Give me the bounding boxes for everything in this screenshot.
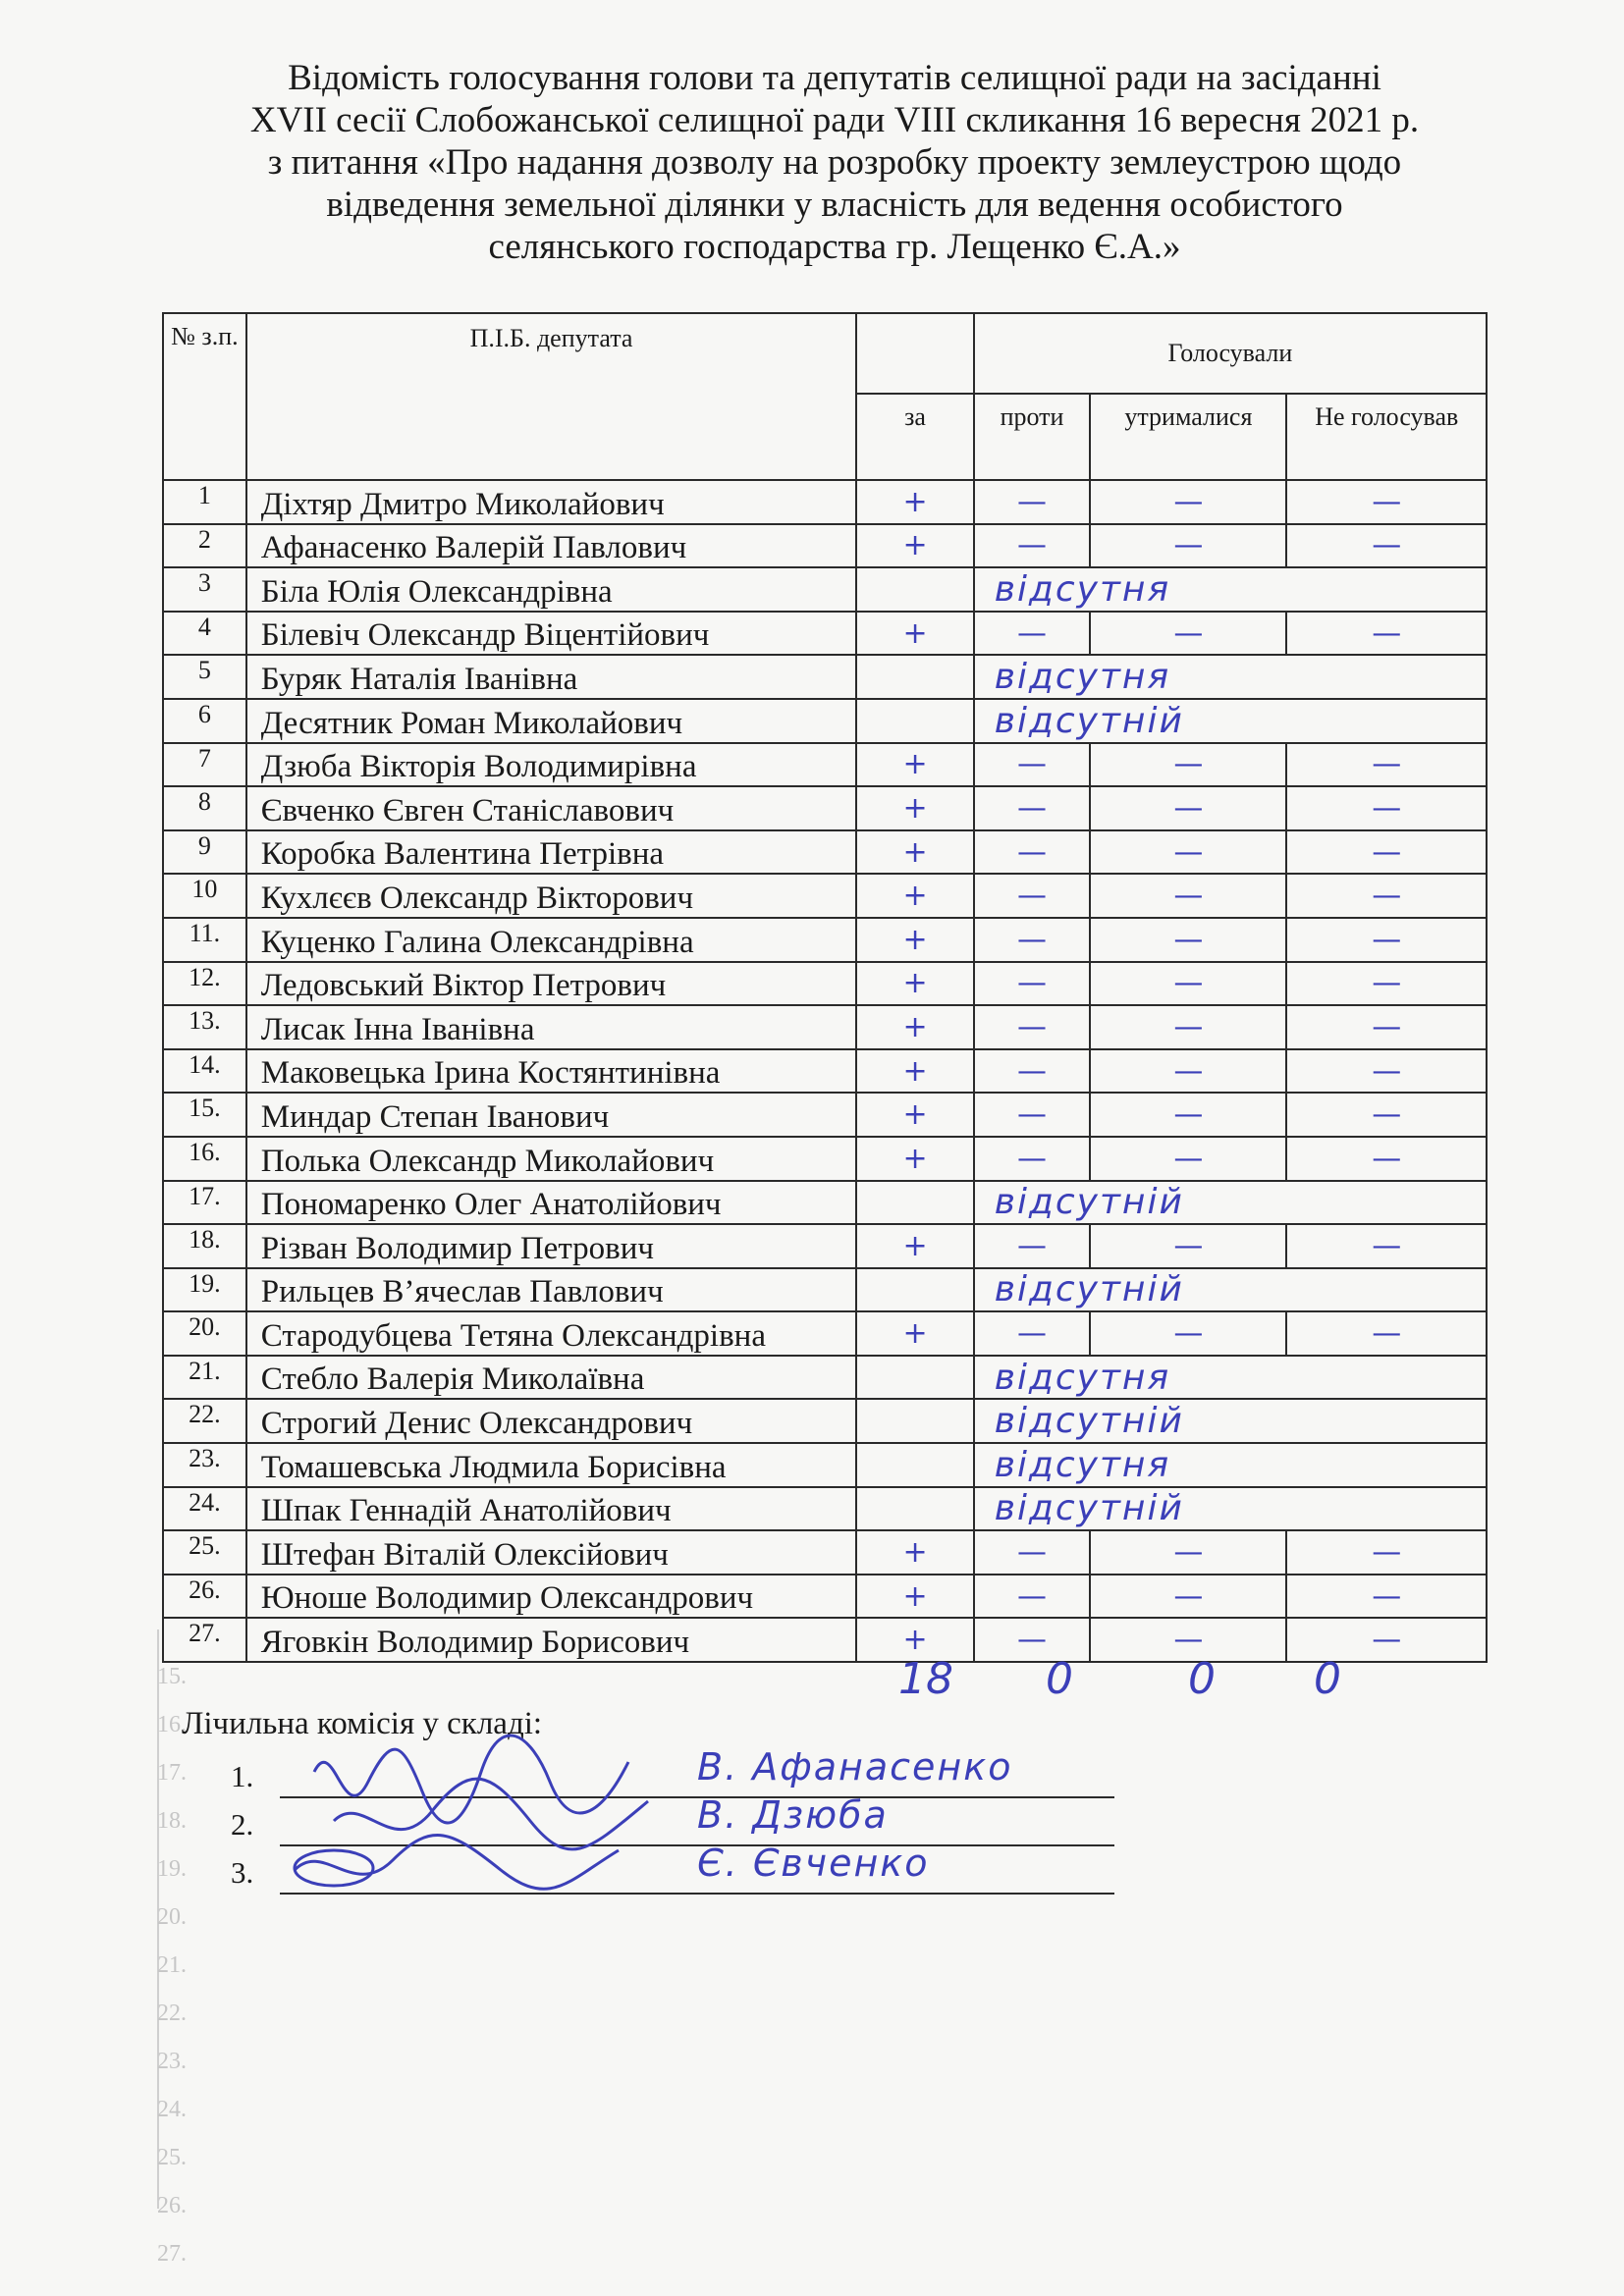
vote-utrymalysia: — [1090, 1137, 1286, 1181]
absent-mark: відсутня [974, 1356, 1487, 1400]
vote-utrymalysia: — [1090, 1618, 1286, 1662]
table-row [163, 567, 1487, 612]
vote-za: + [856, 743, 973, 787]
absent-mark: відсутній [974, 699, 1487, 743]
vote-ne-holosuvav: — [1286, 786, 1487, 830]
vote-proty: — [974, 830, 1091, 875]
faded-number: 15. [157, 1664, 187, 1689]
deputy-name: Стебло Валерія Миколаївна [246, 1356, 857, 1400]
vote-za [856, 1181, 973, 1225]
absent-mark: відсутній [974, 1399, 1487, 1443]
absent-mark: відсутній [974, 1181, 1487, 1225]
deputy-name: Томашевська Людмила Борисівна [246, 1443, 857, 1487]
vote-proty: — [974, 1618, 1091, 1662]
vote-utrymalysia: — [1090, 830, 1286, 875]
deputy-name: Строгий Денис Олександрович [246, 1399, 857, 1443]
vote-proty: — [974, 1049, 1091, 1094]
vote-proty: — [974, 1311, 1091, 1356]
vote-za: + [856, 1618, 973, 1662]
table-row [163, 1530, 1487, 1575]
row-number: 11. [163, 918, 246, 962]
table-row [163, 1137, 1487, 1181]
vote-proty: — [974, 918, 1091, 962]
row-number: 21. [163, 1356, 246, 1400]
vote-za: + [856, 1311, 973, 1356]
member-number: 2. [231, 1807, 254, 1842]
vote-ne-holosuvav: — [1286, 1530, 1487, 1575]
absent-mark: відсутня [974, 655, 1487, 699]
vote-utrymalysia: — [1090, 962, 1286, 1006]
faded-number: 22. [157, 2001, 187, 2026]
row-number: 19. [163, 1268, 246, 1312]
vote-za: + [856, 1575, 973, 1619]
deputy-name: Рильцев В’ячеслав Павлович [246, 1268, 857, 1312]
header-utrymalysia: утрималися [1090, 394, 1286, 480]
row-number: 3 [163, 567, 246, 612]
vote-proty: — [974, 524, 1091, 568]
deputy-name: Афанасенко Валерій Павлович [246, 524, 857, 568]
row-number: 13. [163, 1005, 246, 1049]
vote-za: + [856, 1093, 973, 1137]
absent-mark: відсутня [974, 1443, 1487, 1487]
deputy-name: Ледовський Віктор Петрович [246, 962, 857, 1006]
row-number: 18. [163, 1224, 246, 1268]
row-number: 1 [163, 480, 246, 524]
table-row [163, 918, 1487, 962]
table-row [163, 830, 1487, 875]
row-number: 14. [163, 1049, 246, 1094]
vote-za [856, 1443, 973, 1487]
row-number: 9 [163, 830, 246, 875]
vote-ne-holosuvav: — [1286, 1005, 1487, 1049]
faded-number: 17. [157, 1760, 187, 1786]
vote-za: + [856, 1049, 973, 1094]
deputy-name: Дзюба Вікторія Володимирівна [246, 743, 857, 787]
vote-za: + [856, 1137, 973, 1181]
table-row [163, 1487, 1487, 1531]
table-row [163, 655, 1487, 699]
vote-utrymalysia: — [1090, 1093, 1286, 1137]
vote-utrymalysia: — [1090, 480, 1286, 524]
deputy-name: Маковецька Ірина Костянтинівна [246, 1049, 857, 1094]
vote-proty: — [974, 962, 1091, 1006]
vote-utrymalysia: — [1090, 743, 1286, 787]
handwritten-signatures-icon [275, 1713, 697, 1899]
deputy-name: Пономаренко Олег Анатолійович [246, 1181, 857, 1225]
table-row [163, 874, 1487, 918]
deputy-name: Коробка Валентина Петрівна [246, 830, 857, 875]
faded-number: 19. [157, 1856, 187, 1882]
vote-za: + [856, 874, 973, 918]
vote-ne-holosuvav: — [1286, 874, 1487, 918]
vote-ne-holosuvav: — [1286, 1093, 1487, 1137]
vote-ne-holosuvav: — [1286, 830, 1487, 875]
vote-utrymalysia: — [1090, 1049, 1286, 1094]
row-number: 25. [163, 1530, 246, 1575]
deputy-name: Яговкін Володимир Борисович [246, 1618, 857, 1662]
vote-ne-holosuvav: — [1286, 1575, 1487, 1619]
member-name: Є. Євченко [697, 1842, 930, 1885]
title-line: XVII сесії Слобожанської селищної ради VIII скликання 16 вересня 2021 р. [249, 100, 1420, 140]
deputy-name: Миндар Степан Іванович [246, 1093, 857, 1137]
table-row [163, 962, 1487, 1006]
table-row [163, 1049, 1487, 1094]
vote-utrymalysia: — [1090, 1530, 1286, 1575]
vote-ne-holosuvav: — [1286, 612, 1487, 656]
vote-utrymalysia: — [1090, 786, 1286, 830]
deputy-name: Буряк Наталія Іванівна [246, 655, 857, 699]
vote-za [856, 567, 973, 612]
table-row [163, 1443, 1487, 1487]
table-row [163, 1224, 1487, 1268]
faded-number: 16. [157, 1712, 187, 1737]
header-voted: Голосували [974, 313, 1487, 394]
vote-proty: — [974, 1137, 1091, 1181]
deputy-name: Десятник Роман Миколайович [246, 699, 857, 743]
member-name: В. Афанасенко [697, 1745, 1013, 1789]
deputy-name: Полька Олександр Миколайович [246, 1137, 857, 1181]
vote-za: + [856, 1005, 973, 1049]
row-number: 20. [163, 1311, 246, 1356]
row-number: 23. [163, 1443, 246, 1487]
table-row [163, 524, 1487, 568]
vote-proty: — [974, 1530, 1091, 1575]
vote-utrymalysia: — [1090, 918, 1286, 962]
table-row [163, 1399, 1487, 1443]
vote-ne-holosuvav: — [1286, 743, 1487, 787]
vote-za [856, 1399, 973, 1443]
row-number: 7 [163, 743, 246, 787]
vote-za [856, 1487, 973, 1531]
absent-mark: відсутній [974, 1487, 1487, 1531]
vote-za: + [856, 1224, 973, 1268]
vote-za: + [856, 918, 973, 962]
table-row [163, 1356, 1487, 1400]
vote-ne-holosuvav: — [1286, 1049, 1487, 1094]
faded-number: 26. [157, 2193, 187, 2218]
table-row [163, 1575, 1487, 1619]
deputy-name: Стародубцева Тетяна Олександрівна [246, 1311, 857, 1356]
deputy-name: Лисак Інна Іванівна [246, 1005, 857, 1049]
faded-number: 23. [157, 2049, 187, 2074]
vote-za [856, 699, 973, 743]
vote-proty: — [974, 1224, 1091, 1268]
deputy-name: Штефан Віталій Олексійович [246, 1530, 857, 1575]
vote-ne-holosuvav: — [1286, 1311, 1487, 1356]
row-number: 10 [163, 874, 246, 918]
header-empty [856, 313, 973, 394]
vote-za [856, 655, 973, 699]
vote-za [856, 1268, 973, 1312]
faded-number: 20. [157, 1904, 187, 1930]
vote-za: + [856, 830, 973, 875]
vote-ne-holosuvav: — [1286, 918, 1487, 962]
deputy-name: Куценко Галина Олександрівна [246, 918, 857, 962]
row-number: 5 [163, 655, 246, 699]
row-number: 8 [163, 786, 246, 830]
title-line: відведення земельної ділянки у власність для ведення особистого [326, 185, 1343, 225]
faded-number: 25. [157, 2145, 187, 2170]
deputy-name: Різван Володимир Петрович [246, 1224, 857, 1268]
total-ne-holosuvav: 0 [1314, 1654, 1341, 1704]
vote-proty: — [974, 1093, 1091, 1137]
vote-utrymalysia: — [1090, 1005, 1286, 1049]
vote-ne-holosuvav: — [1286, 962, 1487, 1006]
vote-ne-holosuvav: — [1286, 524, 1487, 568]
total-proty: 0 [1046, 1654, 1073, 1704]
title-line: Відомість голосування голови та депутатів селищної ради на засіданні [288, 58, 1381, 98]
deputy-name: Євченко Євген Станіславович [246, 786, 857, 830]
vote-utrymalysia: — [1090, 1575, 1286, 1619]
table-row [163, 1311, 1487, 1356]
row-number: 2 [163, 524, 246, 568]
voting-table [162, 312, 1488, 1663]
member-number: 3. [231, 1855, 254, 1890]
absent-mark: відсутній [974, 1268, 1487, 1312]
table-row [163, 612, 1487, 656]
table-row [163, 1181, 1487, 1225]
vote-proty: — [974, 1005, 1091, 1049]
vote-za: + [856, 480, 973, 524]
vote-za: + [856, 1530, 973, 1575]
deputy-name: Кухлєєв Олександр Вікторович [246, 874, 857, 918]
deputy-name: Біла Юлія Олександрівна [246, 567, 857, 612]
vote-ne-holosuvav: — [1286, 480, 1487, 524]
vote-za: + [856, 962, 973, 1006]
vote-proty: — [974, 480, 1091, 524]
member-name: В. Дзюба [697, 1793, 889, 1837]
deputy-name: Білевіч Олександр Віцентійович [246, 612, 857, 656]
title-line: селянського господарства гр. Лещенко Є.А.» [488, 227, 1181, 267]
row-number: 26. [163, 1575, 246, 1619]
row-number: 17. [163, 1181, 246, 1225]
vote-za: + [856, 786, 973, 830]
table-row [163, 1093, 1487, 1137]
header-ne-holosuvav: Не голосував [1286, 394, 1487, 480]
vote-za: + [856, 524, 973, 568]
row-number: 12. [163, 962, 246, 1006]
vote-proty: — [974, 1575, 1091, 1619]
row-number: 15. [163, 1093, 246, 1137]
commission-title: Лічильна комісія у складі: [182, 1706, 543, 1741]
vote-utrymalysia: — [1090, 1311, 1286, 1356]
header-name: П.І.Б. депутата [246, 313, 857, 480]
vote-proty: — [974, 786, 1091, 830]
vote-za: + [856, 612, 973, 656]
vote-proty: — [974, 743, 1091, 787]
document-title [196, 57, 1473, 268]
member-number: 1. [231, 1759, 254, 1793]
vote-utrymalysia: — [1090, 612, 1286, 656]
row-number: 27. [163, 1618, 246, 1662]
vote-za [856, 1356, 973, 1400]
vote-proty: — [974, 612, 1091, 656]
header-za: за [856, 394, 973, 480]
vote-utrymalysia: — [1090, 874, 1286, 918]
table-row [163, 786, 1487, 830]
header-num: № з.п. [163, 313, 246, 480]
title-line: з питання «Про надання дозволу на розробку проекту землеустрою щодо [267, 142, 1402, 183]
total-za: 18 [898, 1654, 953, 1704]
faded-number: 24. [157, 2097, 187, 2122]
table-row [163, 699, 1487, 743]
row-number: 16. [163, 1137, 246, 1181]
row-number: 4 [163, 612, 246, 656]
vote-proty: — [974, 874, 1091, 918]
faded-number: 18. [157, 1808, 187, 1834]
vote-utrymalysia: — [1090, 524, 1286, 568]
table-row [163, 743, 1487, 787]
deputy-name: Шпак Геннадій Анатолійович [246, 1487, 857, 1531]
deputy-name: Діхтяр Дмитро Миколайович [246, 480, 857, 524]
table-row [163, 480, 1487, 524]
faded-number: 27. [157, 2241, 187, 2267]
vote-ne-holosuvav: — [1286, 1137, 1487, 1181]
row-number: 22. [163, 1399, 246, 1443]
absent-mark: відсутня [974, 567, 1487, 612]
row-number: 6 [163, 699, 246, 743]
table-row [163, 1005, 1487, 1049]
row-number: 24. [163, 1487, 246, 1531]
table-row [163, 1268, 1487, 1312]
faded-number: 21. [157, 1952, 187, 1978]
vote-ne-holosuvav: — [1286, 1618, 1487, 1662]
vote-ne-holosuvav: — [1286, 1224, 1487, 1268]
vote-utrymalysia: — [1090, 1224, 1286, 1268]
header-proty: проти [974, 394, 1091, 480]
total-utrymalysia: 0 [1188, 1654, 1216, 1704]
deputy-name: Юноше Володимир Олександрович [246, 1575, 857, 1619]
table-body [163, 480, 1487, 1662]
